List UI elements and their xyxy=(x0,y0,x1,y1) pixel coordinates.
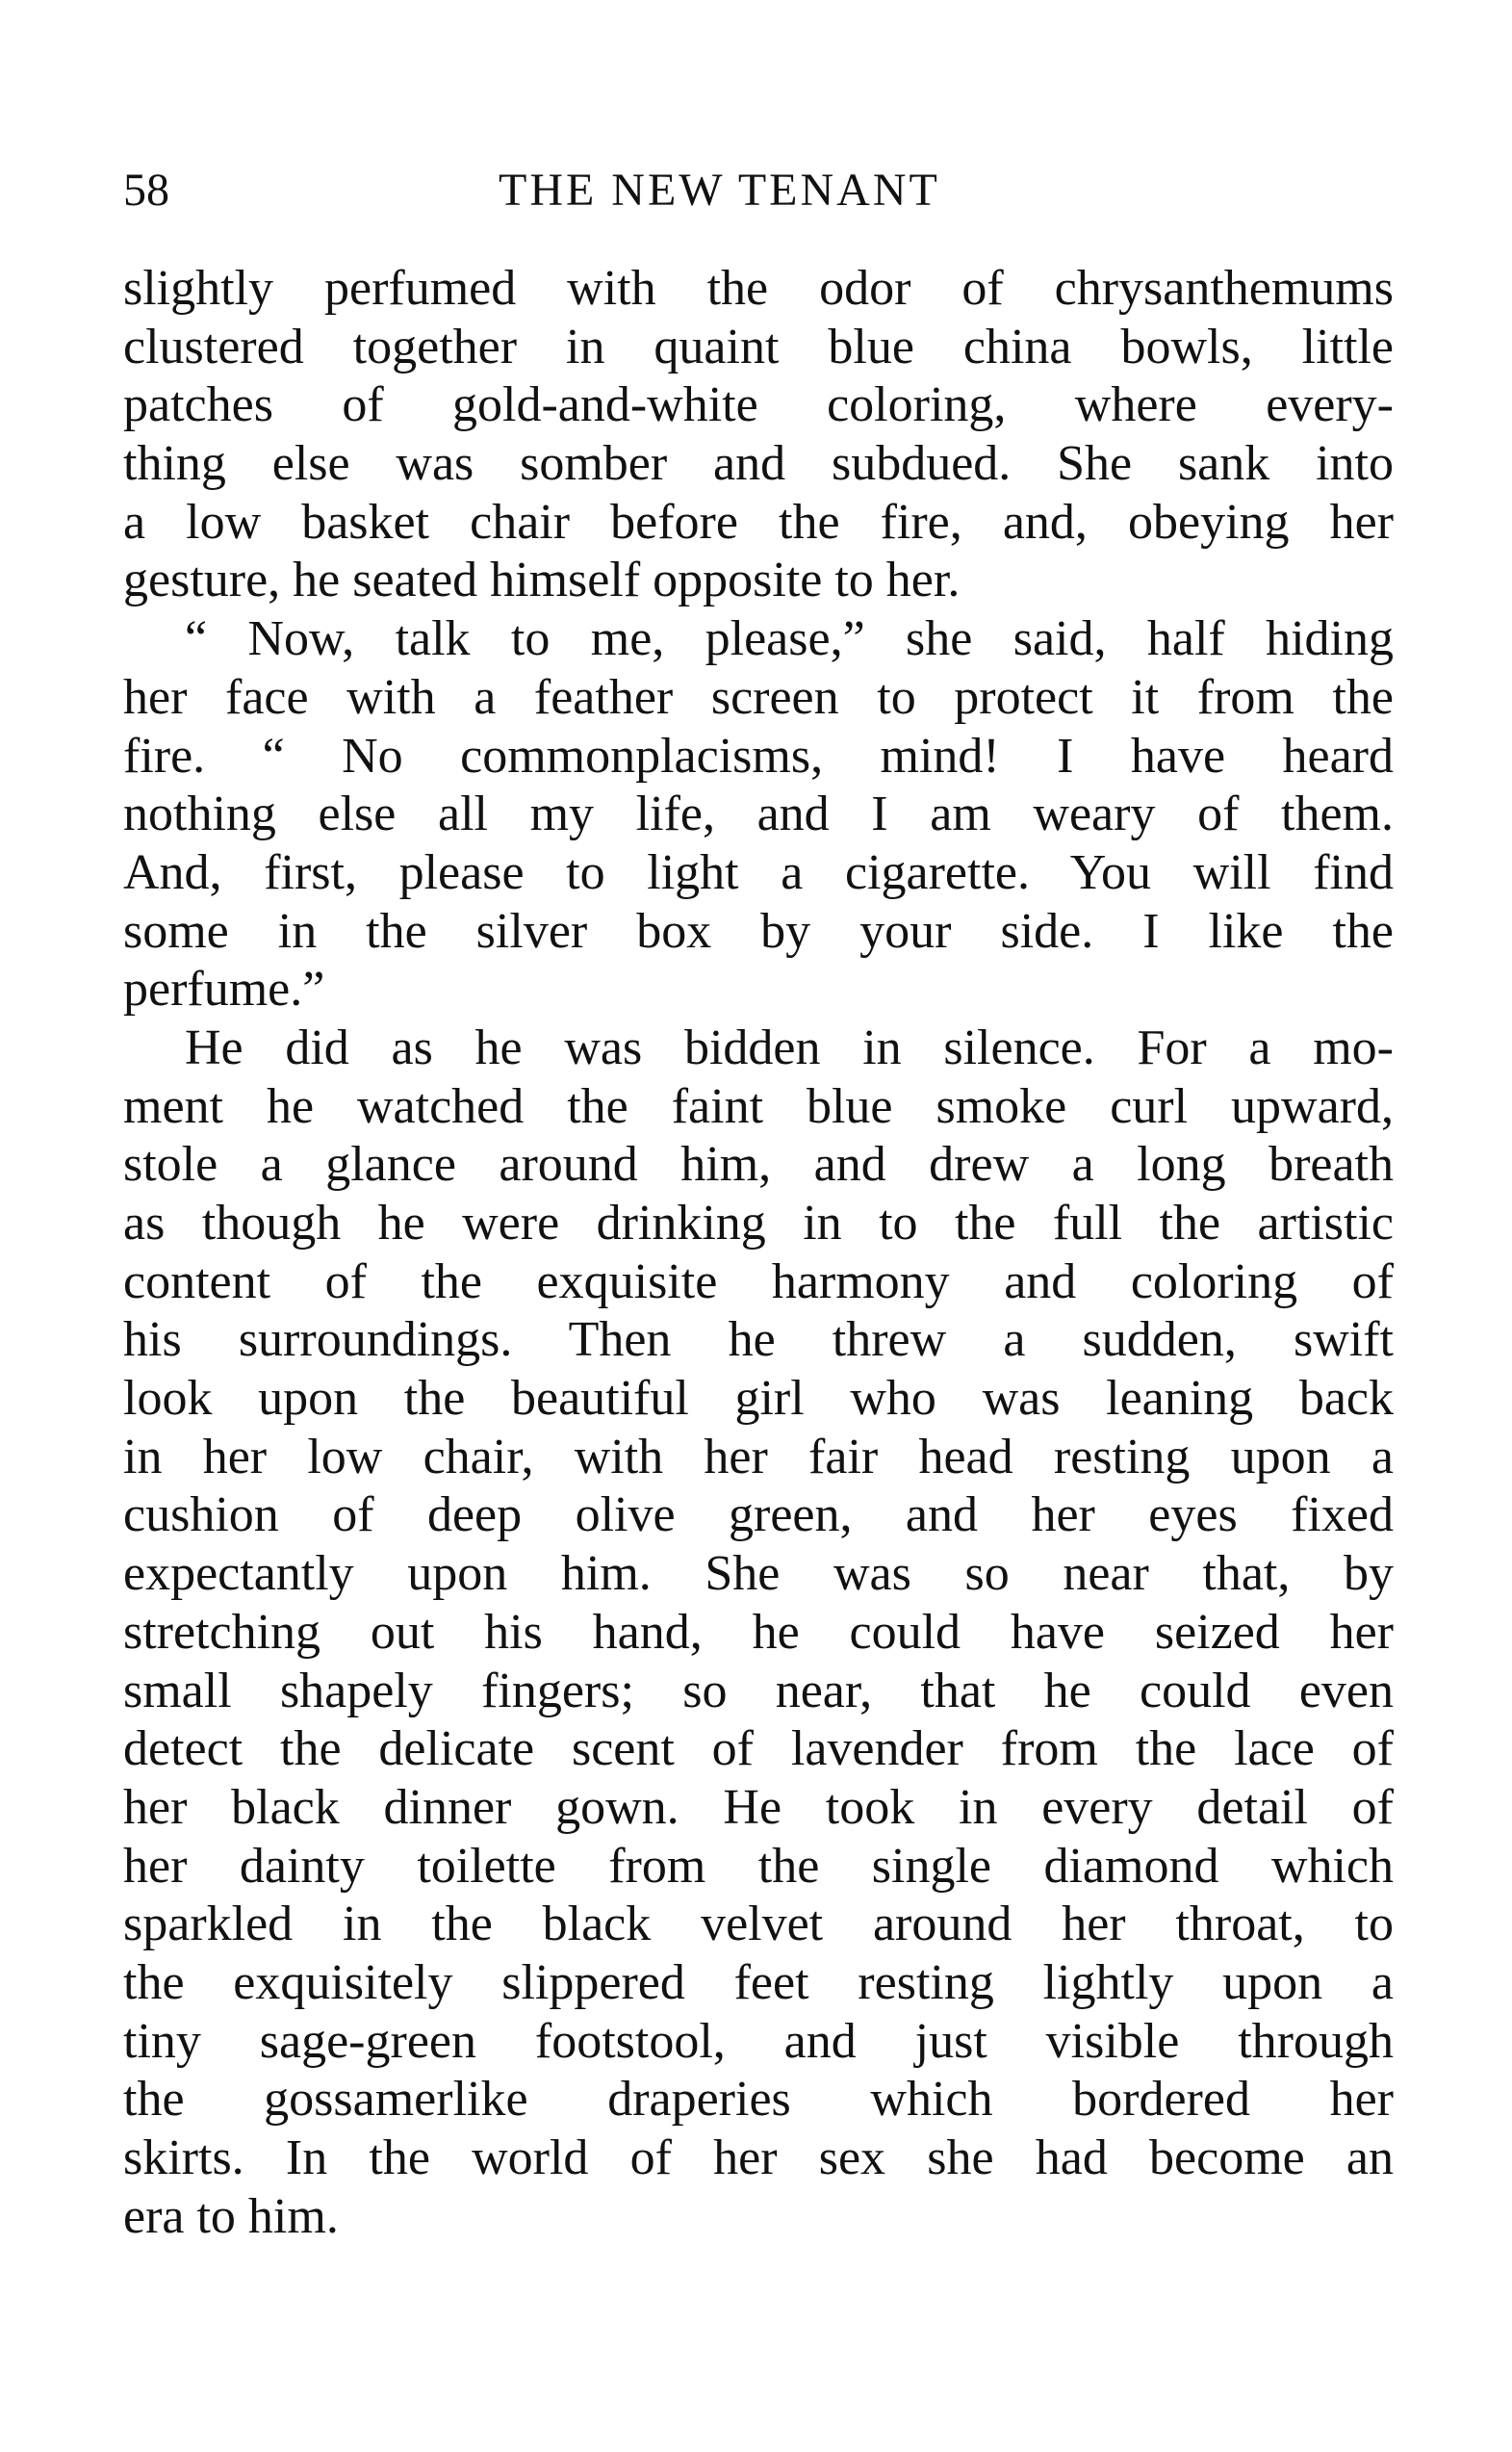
running-head xyxy=(123,162,1394,219)
text-line: thing else was somber and subdued. She sank into xyxy=(123,436,1394,492)
text-line: as though he were drinking in to the full the artistic xyxy=(123,1196,1394,1251)
text-line: his surroundings. Then he threw a sudden, swift xyxy=(123,1312,1394,1368)
text-line: slightly perfumed with the odor of chrysanthemums xyxy=(123,261,1394,316)
text-line: expectantly upon him. She was so near that, by xyxy=(123,1546,1394,1602)
text-line: look upon the beautiful girl who was leaning back xyxy=(123,1371,1394,1427)
text-line: small shapely fingers; so near, that he could even xyxy=(123,1663,1394,1718)
text-line: nothing else all my life, and I am weary of them. xyxy=(123,787,1394,842)
text-line: skirts. In the world of her sex she had become an xyxy=(123,2130,1394,2185)
page-number: 58 xyxy=(123,165,169,216)
text-line: detect the delicate scent of lavender from the lace of xyxy=(123,1721,1394,1777)
text-line: tiny sage-green footstool, and just visible through xyxy=(123,2013,1394,2069)
text-line: her dainty toilette from the single diamond which xyxy=(123,1838,1394,1894)
text-line: her face with a feather screen to protect it from the xyxy=(123,669,1394,725)
text-line: cushion of deep olive green, and her eyes fixed xyxy=(123,1487,1394,1543)
text-line: sparkled in the black velvet around her throat, to xyxy=(123,1897,1394,1952)
text-line: stretching out his hand, he could have seized her xyxy=(123,1604,1394,1660)
text-line: perfume.” xyxy=(123,962,325,1018)
text-line: And, first, please to light a cigarette. You will find xyxy=(123,844,1394,900)
text-line: ment he watched the faint blue smoke curl upward, xyxy=(123,1078,1394,1134)
text-line: fire. “ No commonplacisms, mind! I have heard xyxy=(123,728,1394,784)
text-line: a low basket chair before the fire, and, obeying her xyxy=(123,494,1394,550)
running-title: THE NEW TENANT xyxy=(499,165,940,216)
text-line: He did as he was bidden in silence. For a mo- xyxy=(185,1020,1394,1075)
text-line: era to him. xyxy=(123,2188,339,2244)
text-line: patches of gold-and-white coloring, where every- xyxy=(123,377,1394,433)
text-line: some in the silver box by your side. I like the xyxy=(123,903,1394,959)
text-line: gesture, he seated himself opposite to her. xyxy=(123,553,961,608)
body-text xyxy=(123,260,1394,2246)
text-line: stole a glance around him, and drew a long breath xyxy=(123,1137,1394,1193)
text-line: her black dinner gown. He took in every detail of xyxy=(123,1779,1394,1835)
text-line: content of the exquisite harmony and coloring of xyxy=(123,1253,1394,1309)
text-line: the exquisitely slippered feet resting lightly upon a xyxy=(123,1954,1394,2010)
text-line: in her low chair, with her fair head resting upon a xyxy=(123,1429,1394,1484)
text-line: “ Now, talk to me, please,” she said, half hiding xyxy=(185,611,1394,667)
text-line: the gossamerlike draperies which bordered her xyxy=(123,2072,1394,2128)
text-line: clustered together in quaint blue china bowls, little xyxy=(123,319,1394,374)
